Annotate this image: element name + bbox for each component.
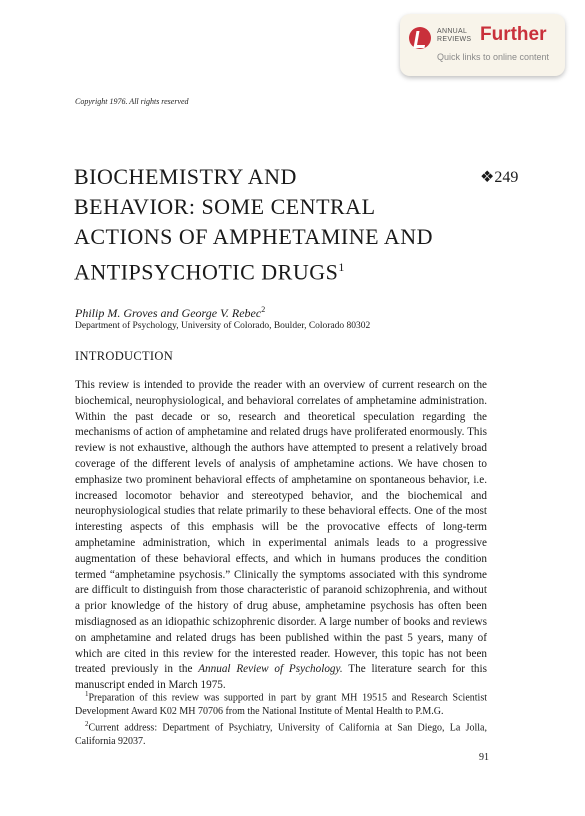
- badge-brand-line1: ANNUAL: [437, 28, 468, 35]
- authors: Philip M. Groves and George V. Rebec$^2$: [75, 305, 266, 320]
- footnotes: [75, 688, 487, 749]
- annual-reviews-logo-icon: [409, 27, 431, 49]
- title-footnote-mark: 1: [338, 260, 345, 274]
- further-badge[interactable]: [400, 14, 565, 76]
- section-heading: INTRODUCTION: [75, 349, 174, 363]
- title-line: ANTIPSYCHOTIC DRUGS$^1$: [74, 259, 345, 285]
- article-number: ❖249: [480, 169, 519, 186]
- title-line: ACTIONS OF AMPHETAMINE AND: [74, 224, 433, 249]
- affiliation: Department of Psychology, University of Colorado, Boulder, Colorado 80302: [75, 321, 371, 331]
- page-number: 91: [479, 752, 489, 763]
- authors-footnote-mark: 2: [261, 305, 266, 314]
- badge-title: Further: [480, 24, 547, 45]
- footnote: $^1$Preparation of this review was supported in part by grant MH 19515 and Research Scientist Development Award K02 MH 70706 from the National Institute of Mental Health to P.M.G.: [75, 690, 487, 717]
- badge-brand: [437, 28, 471, 44]
- title-line: BIOCHEMISTRY AND: [74, 164, 297, 189]
- body-paragraph: This review is intended to provide the reader with an overview of current research on the biochemical, neurophysiological, and behavioral correlates of amphetamine administration. Within the past decade or so, research and theoretical speculation regarding the mechanisms of action of amphetamine and related drugs have proliferated enormously. This review is not exhaustive, although the authors have attempted to present a relatively broad coverage of the different levels of analysis of amphetamine actions. We have chosen to emphasize two prominent behavioral effects of amphetamine on spontaneous behavior, i.e. increased locomotor behavior and stereotyped behavior, and the biochemical and neurophysiological studies that relate primarily to these behavioral effects. One of the most interesting aspects of this emphasis will be the provocative effects of long-term amphetamine administration, which in experimental animals leads to a progressive augmentation of these behavioral effects, and which in humans produces the condition termed “amphetamine psychosis.” Clinically the symptoms associated with this syndrome are difficult to distinguish from those characteristic of paranoid schizophrenia, and without a prior knowledge of the history of drug abuse, amphetamine psychosis has often been misdiagnosed as an idiopathic schizophrenic disorder. A large number of books and reviews on amphetamine and related drugs has been published within the past 5 years, many of which are cited in this review for the interested reader. However, this topic has not been treated previously in the Annual Review of Psychology. The literature search for this manuscript ended in March 1975.: [75, 379, 487, 692]
- article-title: [74, 162, 464, 287]
- badge-subtitle: Quick links to online content: [437, 52, 550, 62]
- copyright-notice: Copyright 1976. All rights reserved: [75, 97, 189, 106]
- badge-brand-line2: REVIEWS: [437, 36, 472, 43]
- title-line: BEHAVIOR: SOME CENTRAL: [74, 194, 376, 219]
- journal-name: Annual Review of Psychology.: [198, 663, 343, 676]
- footnote: $^2$Current address: Department of Psychiatry, University of California at San Diego, La Jolla, California 92037.: [75, 720, 487, 748]
